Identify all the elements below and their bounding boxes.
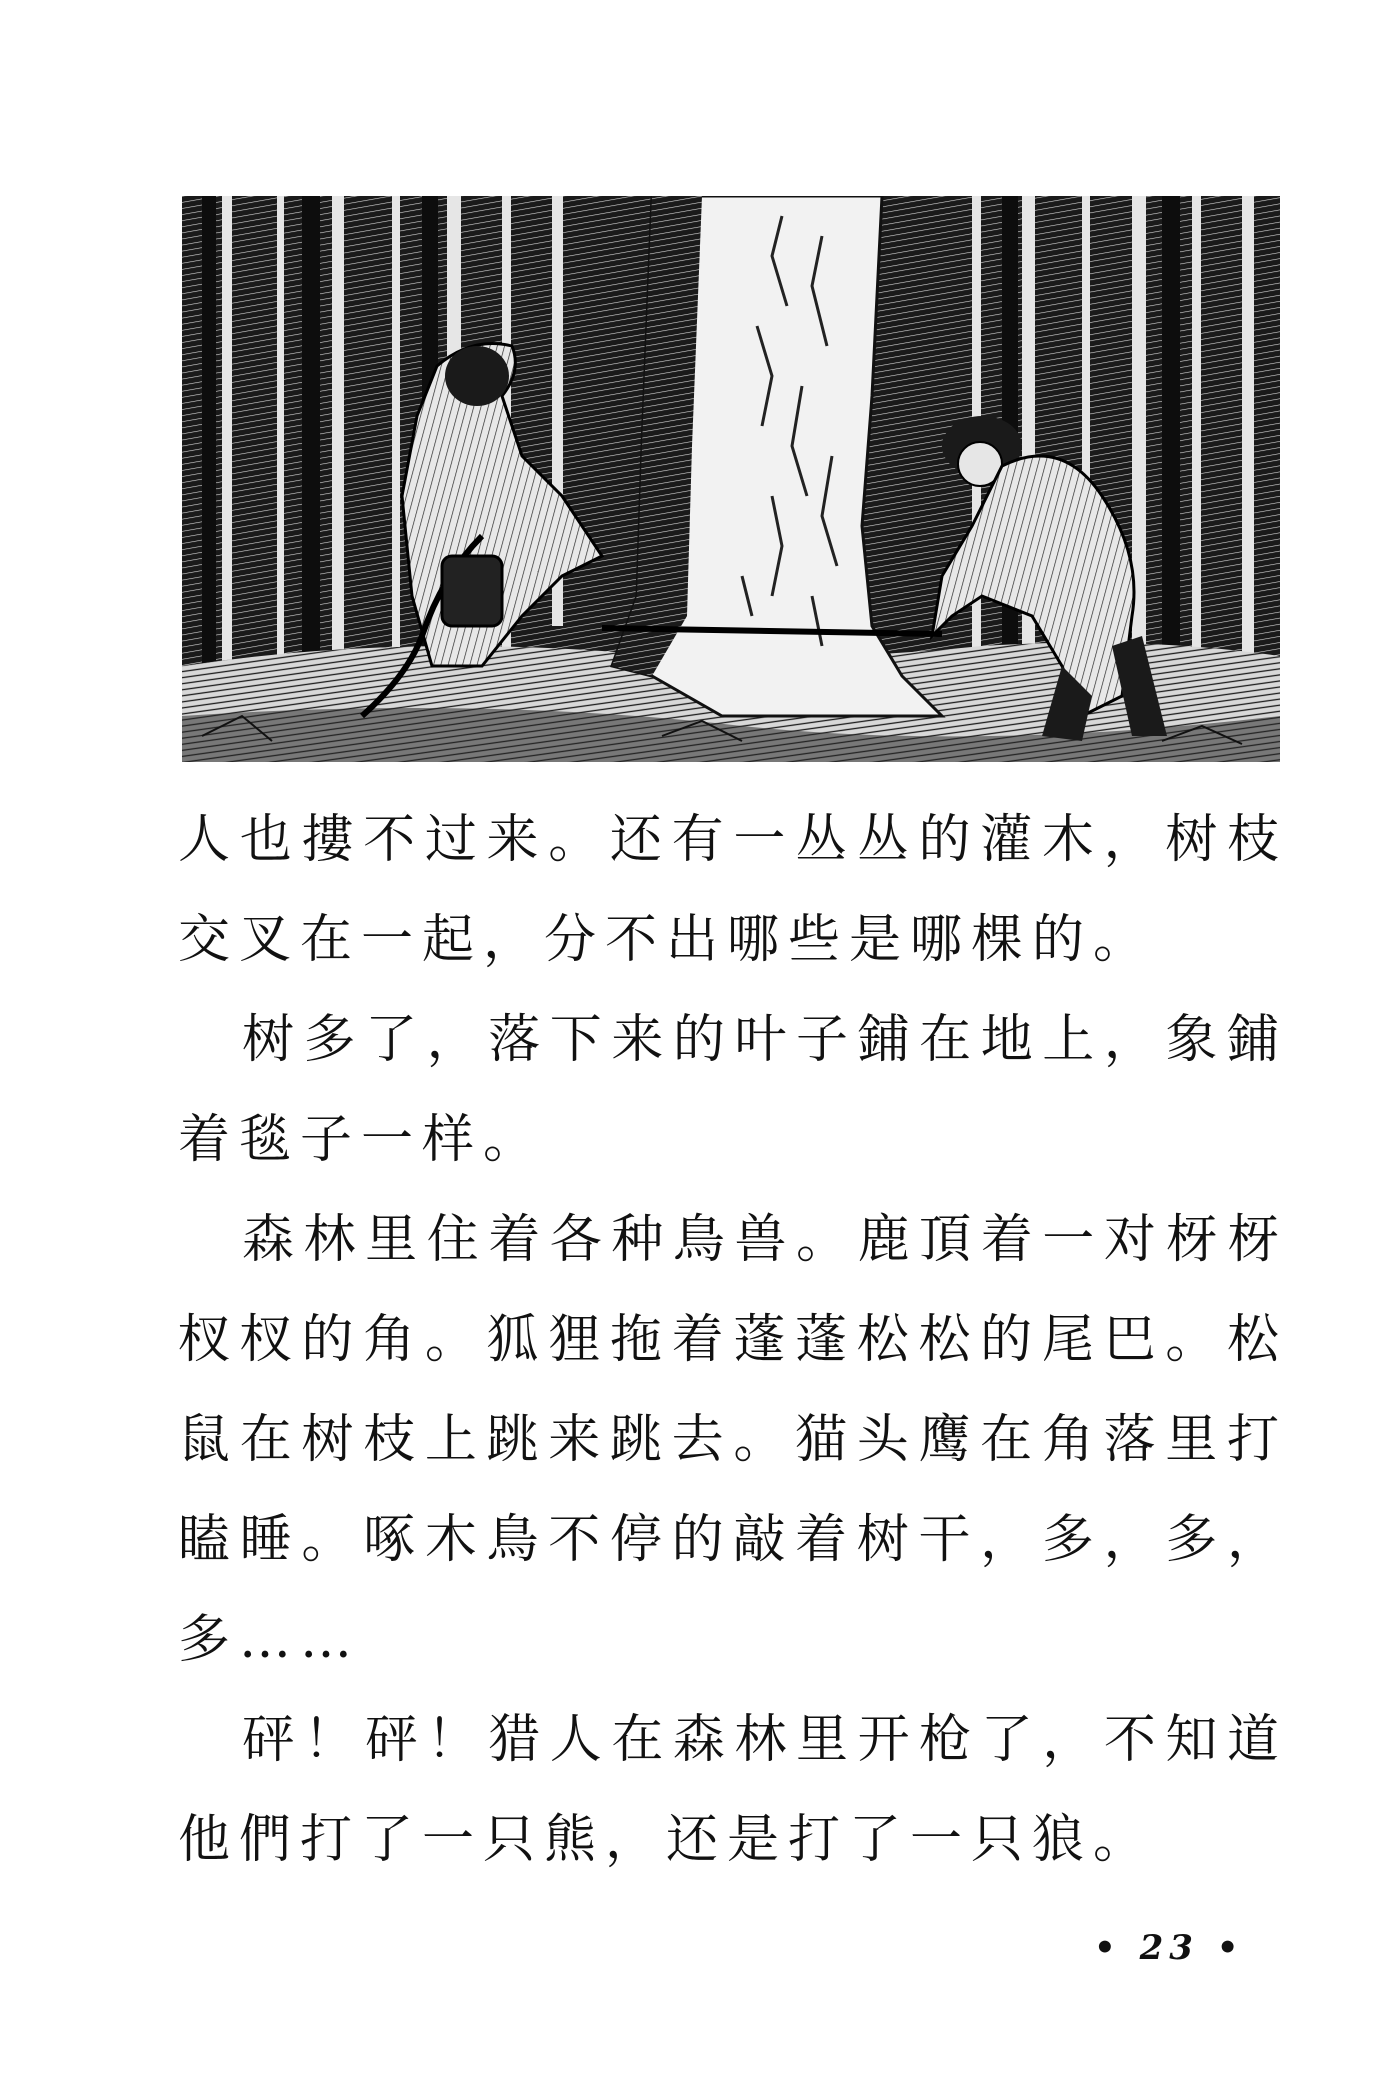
paragraph-4: 砰！砰！猎人在森林里开枪了，不知道他們打了一只熊，还是打了一只狼。: [178, 1710, 1288, 1870]
forest-illustration: [182, 196, 1280, 762]
paragraph-3: 森林里住着各种鳥兽。鹿頂着一对枒枒杈杈的角。狐狸拖着蓬蓬松松的尾巴。松鼠在树枝上跳来跳去。猫头鹰在角落里打瞌睡。啄木鳥不停的敲着树干，多，多，多……: [178, 1210, 1288, 1670]
body-text: [178, 790, 1288, 1890]
paragraph-1: 人也摟不过来。还有一丛丛的灌木，树枝交叉在一起，分不出哪些是哪棵的。: [178, 810, 1288, 970]
paragraph-2: 树多了，落下来的叶子鋪在地上，象鋪着毯子一样。: [178, 1010, 1288, 1170]
page-number: • 23 •: [1094, 1928, 1245, 1968]
woodcut-forest-image: [182, 196, 1280, 762]
